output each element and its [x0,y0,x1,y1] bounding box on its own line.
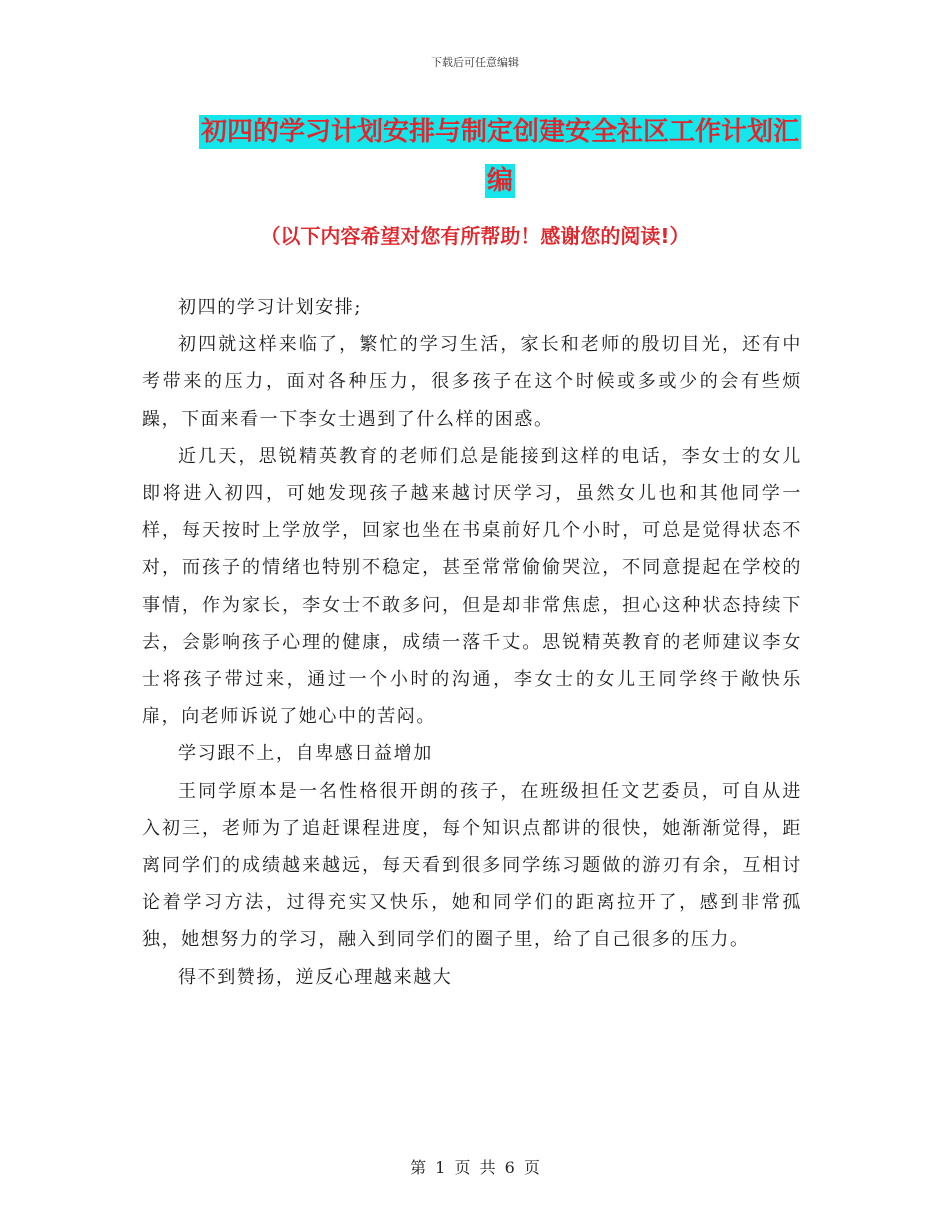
body-paragraph: 近几天，思锐精英教育的老师们总是能接到这样的电话，李女士的女儿即将进入初四，可她发现孩子越来越讨厌学习，虽然女儿也和其他同学一样，每天按时上学放学，回家也坐在书桌前好几个小时，可总是觉得状态不对，而孩子的情绪也特别不稳定，甚至常常偷偷哭泣，不同意提起在学校的事情，作为家长，李女士不敢多问，但是却非常焦虑，担心这种状态持续下去，会影响孩子心理的健康，成绩一落千丈。思锐精英教育的老师建议李女士将孩子带过来，通过一个小时的沟通，李女士的女儿王同学终于敞快乐扉，向老师诉说了她心中的苦闷。 [142,445,802,728]
document-body [142,289,802,996]
title-line-2: 编 [486,166,513,196]
body-paragraph: 王同学原本是一名性格很开朗的孩子，在班级担任文艺委员，可自从进入初三，老师为了追赶课程进度，每个知识点都讲的很快，她渐渐觉得，距离同学们的成绩越来越远，每天看到很多同学练习题做的游刃有余，互相讨论着学习方法，过得充实又快乐，她和同学们的距离拉开了，感到非常孤独，她想努力的学习，融入到同学们的圈子里，给了自己很多的压力。 [142,780,802,951]
section-heading: 得不到赞扬，逆反心理越来越大 [178,966,453,988]
document-subtitle: （以下内容希望对您有所帮助！感谢您的阅读!） [260,224,690,248]
title-line-1: 初四的学习计划安排与制定创建安全社区工作计划汇 [200,117,799,147]
page-header-note: 下载后可任意编辑 [431,56,519,69]
page-number-footer: 第 1 页 共 6 页 [410,1158,540,1177]
document-title [190,108,810,206]
body-paragraph: 初四的学习计划安排; [178,297,363,318]
section-heading: 学习跟不上，自卑感日益增加 [178,743,433,765]
body-paragraph: 初四就这样来临了，繁忙的学习生活，家长和老师的殷切目光，还有中考带来的压力，面对各种压力，很多孩子在这个时候或多或少的会有些烦躁，下面来看一下李女士遇到了什么样的困惑。 [142,334,802,430]
